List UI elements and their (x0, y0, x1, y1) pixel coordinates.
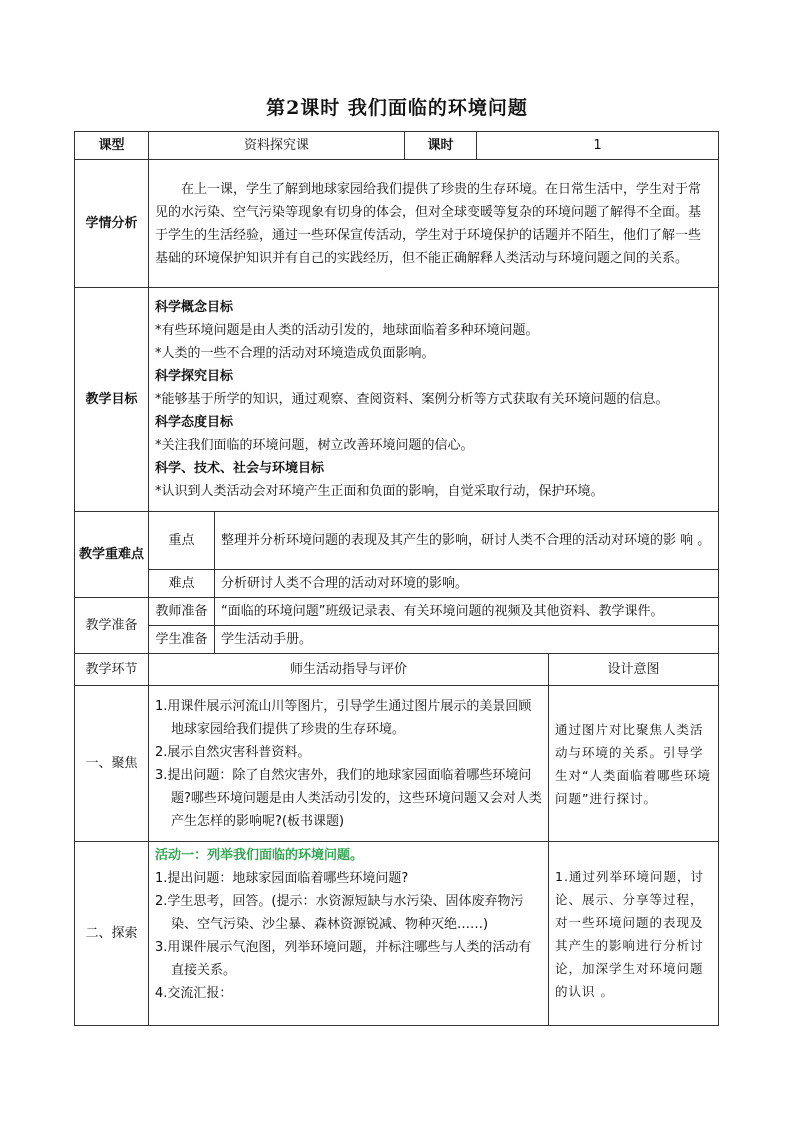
activity-title: 活动一：列举我们面临的环境问题。 (155, 848, 364, 863)
prep-label: 教学准备 (75, 598, 149, 654)
key-label: 重点 (149, 512, 215, 570)
goals-label: 教学目标 (75, 288, 149, 512)
keypoint-row (75, 512, 719, 570)
goal-inquiry-title: 科学探究目标 (155, 369, 234, 384)
analysis-label: 学情分析 (75, 160, 149, 288)
analysis-row (75, 160, 719, 288)
type-label: 课型 (75, 132, 149, 160)
process-col1-header: 教学环节 (75, 654, 149, 686)
focus-step: 2.展示自然灾害科普资料。 (155, 744, 311, 760)
goal-concept-title: 科学概念目标 (155, 300, 234, 315)
stage-focus-activities (149, 686, 549, 842)
period-label: 课时 (405, 132, 477, 160)
focus-steps-list (155, 695, 542, 833)
process-header-row (75, 654, 719, 686)
goal-concept-item: *有些环境问题是由人类的活动引发的，地球面临着多种环境问题。 (155, 323, 539, 338)
goal-sts-item: *认识到人类活动会对环境产生正面和负面的影响，自觉采取行动，保护环境。 (155, 484, 604, 499)
focus-step: 1.用课件展示河流山川等图片，引导学生通过图片展示的美景回顾地球家园给我们提供了珍贵的生存环境。 (155, 698, 532, 737)
period-value: 1 (477, 132, 719, 160)
stage-focus-row (75, 686, 719, 842)
student-prep-row (75, 626, 719, 654)
difficulty-row (75, 570, 719, 598)
explore-design-intent: 1.通过列举环境问题，讨论、展示、分享等过程，对一些环境问题的表现及其产生的影响进行分析讨论，加深学生对环境问题的认识 。 (549, 842, 719, 1026)
keypoints-label: 教学重难点 (75, 512, 149, 598)
focus-design-intent: 通过图片对比聚焦人类活动与环境的关系。引导学生对“人类面临着哪些环境问题”进行探讨。 (549, 686, 719, 842)
goal-attitude-title: 科学态度目标 (155, 415, 234, 430)
goal-concept-item: *人类的一些不合理的活动对环境造成负面影响。 (155, 346, 435, 361)
difficulty-text: 分析研讨人类不合理的活动对环境的影响。 (215, 570, 719, 598)
explore-step: 4.交流汇报： (155, 986, 233, 1001)
teacher-prep-row (75, 598, 719, 626)
key-text: 整理并分析环境问题的表现及其产生的影响，研讨人类不合理的活动对环境的影 响 。 (215, 512, 719, 570)
process-col2-header: 师生活动指导与评价 (149, 654, 549, 686)
student-prep-label: 学生准备 (149, 626, 215, 654)
type-value: 资料探究课 (149, 132, 405, 160)
explore-step: 1.提出问题：地球家园面临着哪些环境问题? (155, 871, 409, 886)
difficulty-label: 难点 (149, 570, 215, 598)
lesson-type-row (75, 132, 719, 160)
focus-step: 3.提出问题：除了自然灾害外，我们的地球家园面临着哪些环境问题?哪些环境问题是由人类活动引发的，这些环境问题又会对人类产生怎样的影响呢?(板书课题) (155, 767, 542, 829)
goals-row (75, 288, 719, 512)
teacher-prep-label: 教师准备 (149, 598, 215, 626)
analysis-cell (149, 160, 719, 288)
explore-step: 3.用课件展示气泡图，列举环境问题，并标注哪些与人类的活动有直接关系。 (155, 940, 532, 978)
stage-explore-row (75, 842, 719, 1026)
analysis-text: 在上一课，学生了解到地球家园给我们提供了珍贵的生存环境。在日常生活中，学生对于常见的水污染、空气污染等现象有切身的体会，但对全球变暖等复杂的环境问题了解得不全面。基于学生的生活经验，通过一些环保宣传活动，学生对于环境保护的话题并不陌生，他们了解一些基础的环境保护知识并有自己的实践经历，但不能正确解释人类活动与环境问题之间的关系。 (155, 181, 702, 266)
lesson-plan-table (74, 131, 719, 1026)
stage-explore-activities (149, 842, 549, 1026)
goal-sts-title: 科学、技术、社会与环境目标 (155, 461, 325, 476)
process-col3-header: 设计意图 (549, 654, 719, 686)
stage-explore-label: 二、探索 (75, 842, 149, 1026)
goal-attitude-item: *关注我们面临的环境问题，树立改善环境问题的信心。 (155, 438, 474, 453)
explore-step: 2.学生思考，回答。(提示：水资源短缺与水污染、固体废弃物污染、空气污染、沙尘暴、森林资源锐减、物种灭绝……) (155, 894, 524, 932)
stage-focus-label: 一、聚焦 (75, 686, 149, 842)
explore-steps-list (155, 867, 542, 1005)
student-prep-text: 学生活动手册。 (215, 626, 719, 654)
goal-inquiry-item: *能够基于所学的知识，通过观察、查阅资料、案例分析等方式获取有关环境问题的信息。 (155, 392, 669, 407)
page-title: 第2课时 我们面临的环境问题 (266, 97, 528, 119)
goals-cell (149, 288, 719, 512)
teacher-prep-text: “面临的环境问题”班级记录表、有关环境问题的视频及其他资料、教学课件。 (215, 598, 719, 626)
